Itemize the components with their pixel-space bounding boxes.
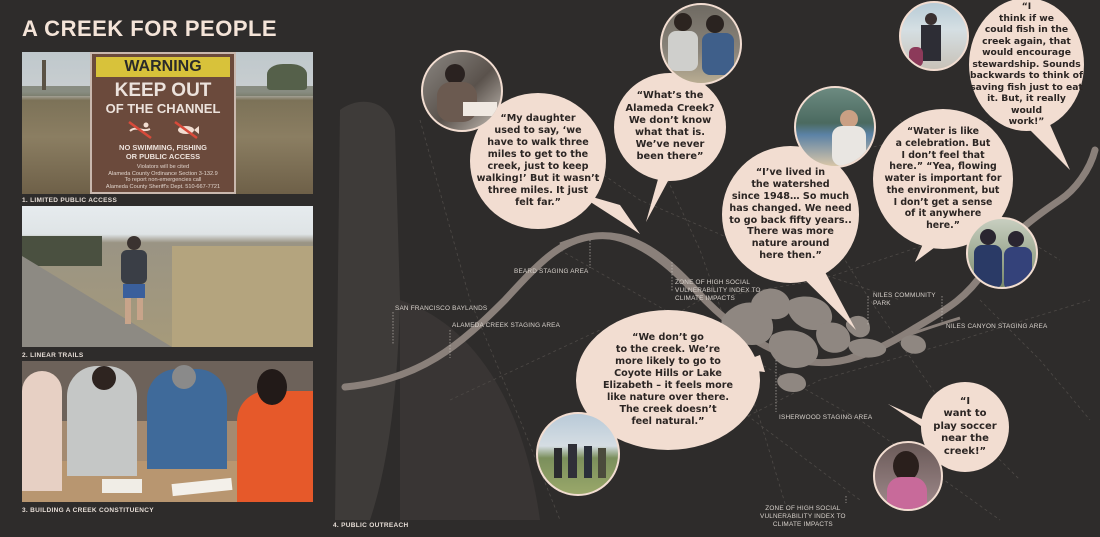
sign-line: Violators will be cited [136,164,190,170]
caption-linear-trails: 2. LINEAR TRAILS [22,352,84,359]
quote-line: The creek doesn’t [619,403,717,415]
quote-line: I don’t feel that [901,149,985,161]
quote-line: what that is. [634,127,705,138]
label-alameda-staging: ALAMEDA CREEK STAGING AREA [452,322,561,329]
quote-line: miles to get to the [487,149,589,161]
portrait-playground [899,1,969,71]
label-line: ZONE OF HIGH SOCIAL [765,505,841,512]
quote-line: There was more [747,226,834,238]
quote-line: creek!” [943,445,987,457]
quote-line: “My daughter [500,113,576,125]
quote-line: work!” [1008,116,1045,128]
quote-line: like nature over there. [606,391,730,403]
quote-line: creek, just to keep [487,161,589,172]
portrait-man-lake [794,86,876,168]
sign-line: OR PUBLIC ACCESS [125,151,201,161]
quote-line: “Water is like [906,126,980,138]
quote-line: here.” [926,220,960,232]
portrait-two-men-map [660,3,742,85]
caption-limited-access: 1. LIMITED PUBLIC ACCESS [22,197,118,204]
label-line: VULNERABILITY INDEX TO [760,513,846,520]
sign-small-print [92,164,234,191]
no-fishing-icon [172,119,200,141]
quote-text [729,167,852,263]
label-beard-staging: BEARD STAGING AREA [514,268,589,275]
person-walking [117,236,151,326]
quote-bubble-fish [969,0,1084,131]
quote-line: has changed. We need [729,202,852,214]
sign-keep-out-text: KEEP OUT [114,80,212,101]
quote-line: walking!’ But it wasn’t [476,172,600,184]
quote-line: to go back fifty years.. [729,214,852,226]
quote-line: stewardship. Sounds [972,58,1081,70]
quote-line: been there” [636,151,704,163]
sign-line: Alameda County Sheriff's Dept. 510-667-7721 [105,184,221,191]
quote-line: more likely to go to [615,356,721,368]
quote-line: water is important for [884,173,1002,185]
quote-line: to the creek. We’re [615,344,721,356]
quote-text [933,396,996,459]
quote-line: nature around [751,238,830,250]
label-zone-top [675,279,761,303]
quote-line: here then.” [759,250,822,262]
quote-line: since 1948… So much [731,190,850,202]
quote-line: used to say, ‘we [494,125,582,137]
quote-text [603,332,733,428]
label-zone-bottom [760,505,846,529]
label-isherwood: ISHERWOOD STAGING AREA [779,414,873,421]
quote-text [970,1,1083,128]
quote-bubble-alameda [614,73,726,181]
label-line: CLIMATE IMPACTS [675,295,735,302]
quote-line: would encourage [982,47,1071,59]
quote-line: “What’s the [636,90,704,102]
quote-line: “I [1021,1,1032,13]
label-line: ZONE OF HIGH SOCIAL [675,279,751,286]
quote-line: here.” “Yea, flowing [889,161,997,173]
quote-line: the watershed [751,178,830,190]
sign-line: To report non-emergencies call [124,177,202,184]
sign-no-swimming [92,144,234,161]
page-title: A CREEK FOR PEOPLE [22,16,278,41]
quote-line: a celebration. But [895,137,991,149]
sign-line: Alameda County Ordinance Section 3-132.9 [108,170,218,177]
quote-line: three miles. It just [487,184,589,196]
quote-line: want to [943,408,987,420]
portrait-child [873,441,943,511]
quote-line: play soccer [933,420,997,432]
label-line: VULNERABILITY INDEX TO [675,287,761,294]
quote-line: felt far.” [515,196,561,208]
quote-line: have to walk three [487,137,589,149]
photo-linear-trails [22,206,313,347]
sign-line: NO SWIMMING, FISHING [119,143,207,152]
quote-line: it. But, it really [987,93,1066,105]
quote-line: I don’t get a sense [893,196,993,208]
photo-creek-constituency [22,361,313,502]
quote-line: near the [941,433,989,445]
quote-line: could fish in the [984,24,1069,36]
label-line: CLIMATE IMPACTS [772,521,833,528]
caption-creek-constituency: 3. BUILDING A CREEK CONSTITUENCY [22,507,154,514]
no-swimming-icon [126,119,154,141]
quote-text [477,113,600,209]
label-line: PARK [873,300,891,307]
quote-text [885,126,1002,232]
quote-line: “I’ve lived in [755,166,826,178]
quote-line: backwards to think of [970,70,1083,82]
portrait-couple [966,217,1038,289]
quote-line: Elizabeth – it feels more [602,380,734,391]
quote-line: Coyote Hills or Lake [614,368,722,380]
label-niles-park [873,292,936,308]
quote-line: We’ve never [635,139,705,151]
caption-public-outreach: 4. PUBLIC OUTREACH [333,522,409,529]
quote-line: saving fish just to eat [970,81,1083,93]
label-niles-canyon: NILES CANYON STAGING AREA [946,323,1048,330]
quote-line: “I [959,395,971,407]
quote-line: of it anywhere [904,208,982,220]
quote-line: the environment, but [886,184,1000,196]
sign-warning-text: WARNING [96,57,230,77]
quote-line: creek again, that [982,35,1071,47]
quote-text [626,90,715,163]
label-line: NILES COMMUNITY [873,292,936,299]
quote-line: feel natural.” [631,415,705,427]
warning-sign [90,52,236,194]
quote-line: Alameda Creek? [625,102,715,114]
quote-line: think if we [999,12,1054,24]
label-sf-baylands: SAN FRANCISCO BAYLANDS [395,305,488,312]
portrait-woman-reading [421,50,503,132]
sign-channel-text: OF THE CHANNEL [105,101,221,116]
quote-line: We don’t know [628,114,712,126]
portrait-group-field [536,412,620,496]
quote-line: would [1010,104,1043,116]
quote-line: “We don’t go [632,332,704,344]
